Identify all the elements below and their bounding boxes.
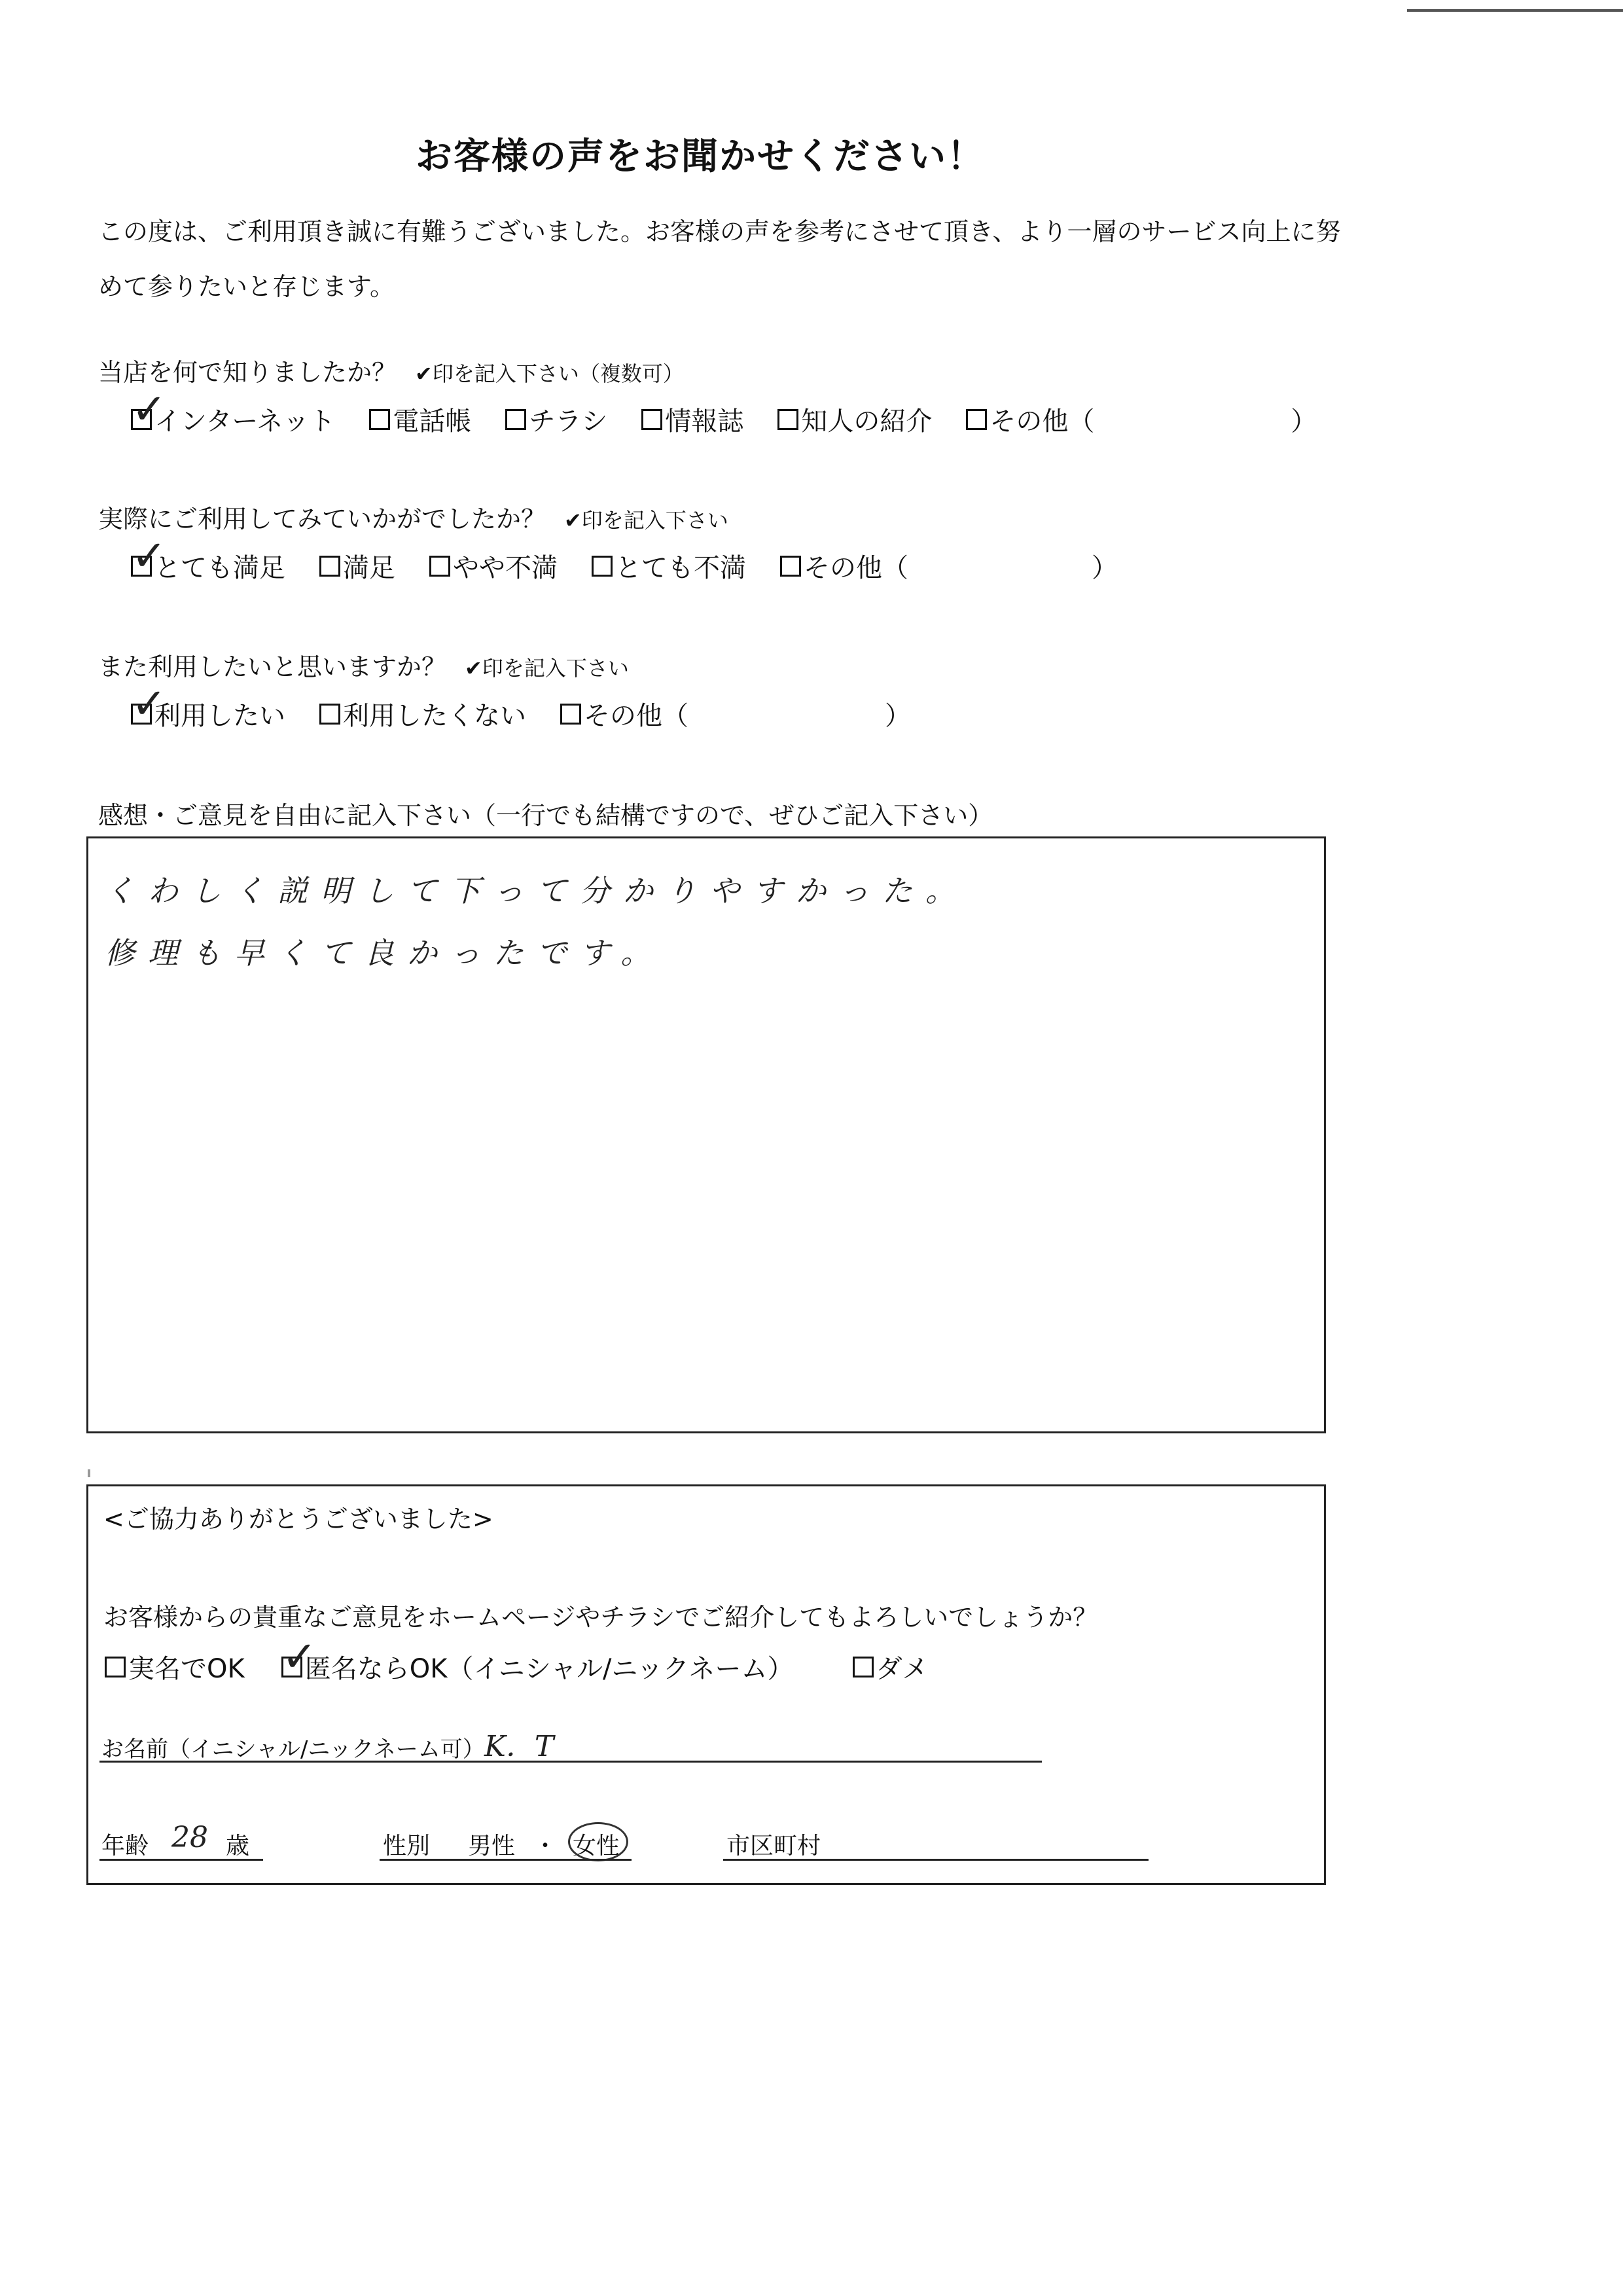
q1-question (98, 352, 684, 388)
q3-option-yes[interactable] (131, 679, 285, 732)
checkbox-checked[interactable] (131, 679, 167, 728)
q2-options (131, 531, 1152, 584)
q1-option-label: 知人の紹介 (801, 406, 933, 437)
q1-question-text: 当店を何で知りましたか？ (98, 358, 397, 387)
q2-option-label: とても不満 (615, 553, 746, 583)
comment-textarea[interactable] (86, 836, 1326, 1433)
publish-option-anonymous[interactable] (281, 1632, 794, 1685)
gender-underline (380, 1859, 632, 1861)
q2-option-satisfied[interactable] (319, 547, 395, 584)
checkbox[interactable] (505, 409, 526, 430)
q1-option-label: 情報誌 (665, 406, 744, 437)
check-mark-icon: ✓ (281, 1632, 317, 1681)
age-unit: 歳 (226, 1833, 250, 1859)
q3-question (98, 647, 629, 683)
q2-option-label: とても満足 (154, 553, 285, 583)
q3-option-no[interactable] (319, 695, 526, 732)
checkbox[interactable] (777, 409, 798, 430)
q1-option-internet[interactable] (131, 385, 336, 438)
gender-separator: ・ (533, 1833, 558, 1859)
publish-option-real-name[interactable] (105, 1648, 245, 1685)
close-paren: ） (1092, 553, 1118, 583)
city-underline (723, 1859, 1149, 1861)
q3-question-text: また利用したいと思いますか？ (98, 653, 447, 681)
publish-option-no[interactable] (853, 1648, 929, 1685)
q1-options (131, 385, 1351, 438)
check-mark-icon: ✓ (132, 679, 167, 728)
name-value[interactable]: K．T (484, 1730, 554, 1763)
publish-option-label: ダメ (876, 1654, 929, 1684)
q1-note: ✔印を記入下さい（複数可） (415, 361, 684, 386)
q3-option-other[interactable] (560, 695, 911, 732)
q2-option-slightly-dissatisfied[interactable] (429, 547, 558, 584)
q3-option-label: その他（ (584, 701, 688, 731)
q2-option-label: その他（ (804, 553, 908, 583)
checkbox-checked[interactable] (131, 531, 167, 581)
checkbox[interactable] (319, 556, 340, 577)
q3-option-label: 利用したい (154, 701, 285, 731)
q2-option-very-dissatisfied[interactable] (592, 547, 746, 584)
q2-option-very-satisfied[interactable] (131, 531, 285, 584)
q1-option-flyer[interactable] (505, 401, 607, 438)
checkbox-checked[interactable] (281, 1632, 317, 1681)
publish-option-label: 実名でOK (128, 1654, 245, 1684)
checkbox[interactable] (369, 409, 390, 430)
intro-text: この度は、ご利用頂き誠に有難うございました。お客様の声を参考にさせて頂き、より一層のサービス向上に努めて参りたいと存じます。 (98, 217, 1341, 301)
q3-note: ✔印を記入下さい (465, 656, 629, 681)
scan-corner-line (1407, 9, 1623, 12)
q1-option-phonebook[interactable] (369, 401, 471, 438)
checkbox[interactable] (319, 704, 340, 725)
checkbox[interactable] (429, 556, 450, 577)
check-mark-icon: ✓ (132, 385, 167, 434)
check-mark-icon: ✓ (132, 531, 167, 581)
checkbox[interactable] (780, 556, 801, 577)
close-paren: ） (885, 701, 911, 731)
q2-option-label: 満足 (343, 553, 395, 583)
q1-option-referral[interactable] (777, 401, 932, 438)
q2-question (98, 499, 728, 535)
checkbox[interactable] (853, 1657, 874, 1677)
q3-option-label: 利用したくない (343, 701, 526, 731)
checkbox[interactable] (592, 556, 613, 577)
checkbox[interactable] (641, 409, 662, 430)
q2-question-text: 実際にご利用してみていかがでしたか？ (98, 505, 546, 533)
publish-options (105, 1632, 963, 1685)
form-title: お客様の声をお聞かせください！ (416, 135, 985, 178)
gender-option-male[interactable]: 男性 (468, 1833, 516, 1859)
q2-option-label: やや不満 (453, 553, 558, 583)
q3-options (131, 679, 945, 732)
checkbox[interactable] (560, 704, 581, 725)
age-value[interactable]: 28 (171, 1821, 208, 1854)
close-paren: ） (1291, 406, 1317, 437)
q1-option-other[interactable] (966, 401, 1317, 438)
checkbox[interactable] (966, 409, 987, 430)
age-underline (99, 1859, 263, 1861)
name-underline (99, 1761, 1042, 1763)
gender-option-female[interactable]: 女性 (573, 1833, 620, 1859)
age-label: 年齢 (101, 1833, 149, 1859)
thanks-text: <ご協力ありがとうございました> (103, 1505, 493, 1534)
checkbox[interactable] (105, 1657, 126, 1677)
q2-note: ✔印を記入下さい (564, 508, 728, 533)
scan-edge-mark (88, 1469, 90, 1477)
q1-option-magazine[interactable] (641, 401, 743, 438)
q1-option-label: その他（ (990, 406, 1095, 437)
q1-option-label: チラシ (529, 406, 608, 437)
publish-question: お客様からの貴重なご意見をホームページやチラシでご紹介してもよろしいでしょうか？ (103, 1603, 1098, 1632)
publish-option-label: 匿名ならOK（イニシャル/ニックネーム） (304, 1654, 794, 1684)
city-label: 市区町村 (726, 1833, 821, 1859)
q1-option-label: インターネット (154, 406, 336, 437)
q1-option-label: 電話帳 (393, 406, 472, 437)
name-label: お名前（イニシャル/ニックネーム可） (101, 1736, 485, 1763)
selected-circle-icon (568, 1822, 628, 1861)
checkbox-checked[interactable] (131, 385, 167, 434)
q2-option-other[interactable] (780, 547, 1118, 584)
comment-line-2: 修理も早くて良かったです。 (105, 935, 664, 971)
comment-line-1: くわしく説明して下って分かりやすかった。 (105, 873, 969, 908)
gender-label: 性別 (383, 1833, 431, 1859)
comment-label: 感想・ご意見を自由に記入下さい（一行でも結構ですので、ぜひご記入下さい） (98, 801, 993, 830)
